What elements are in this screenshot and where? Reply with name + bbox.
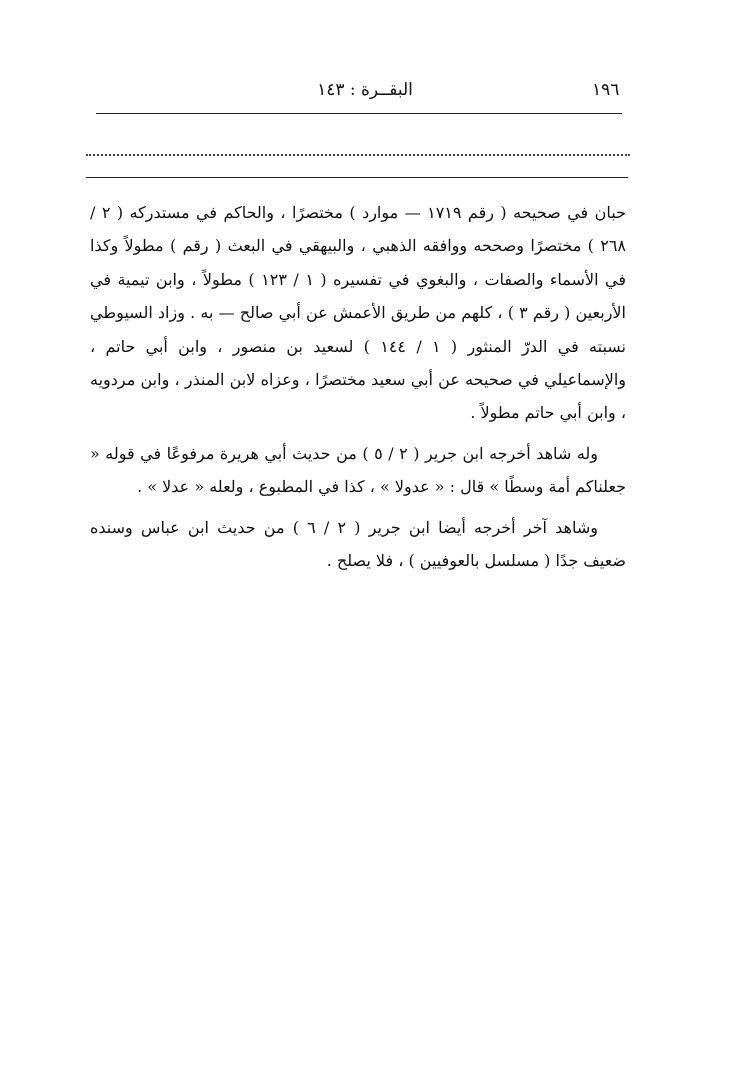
footnote-paragraph-1: حبان في صحيحه ( رقم ١٧١٩ — موارد ) مختصرًا ، والحاكم في مستدركه ( ٢ / ٢٦٨ ) مختصرًا وصححه ووافقه الذهبي ، والبيهقي في البعث ( رقم ) مطولاً وكذا في الأسماء والصفات ، والبغوي في تفسيره ( ١ / ١٢٣ ) مطولاً ، وابن تيمية في الأربعين ( رقم ٣ ) ، كلهم من طريق الأعمش عن أبي صالح — به . وزاد السيوطي نسبته في الدرّ المنثور ( ١ / ١٤٤ ) لسعيد بن منصور ، وابن أبي حاتم ، والإسماعيلي في صحيحه عن أبي سعيد مختصرًا ، وعزاه لابن المنذر ، وابن مردويه ، وابن أبي حاتم مطولاً . xyxy=(90,203,627,423)
footnote-paragraph-3: وشاهد آخر أخرجه أيضا ابن جرير ( ٢ / ٦ ) من حديث ابن عباس وسنده ضعيف جدًا ( مسلسل بالعوفيين ) ، فلا يصلح . xyxy=(90,517,626,571)
footnote-paragraph-2: وله شاهد أخرجه ابن جرير ( ٢ / ٥ ) من حديث أبي هريرة مرفوعًا في قوله « جعلناكم أمة وسطًا » قال : « عدولا » ، كذا في المطبوع ، ولعله « عدلا » . xyxy=(90,443,626,497)
footnote-divider xyxy=(86,177,628,178)
dotted-separator xyxy=(86,154,630,156)
footnote-body xyxy=(90,196,626,577)
page-number: ١٩٦ xyxy=(592,80,620,100)
header-rule xyxy=(96,113,622,114)
running-title: البقــرة : ١٤٣ xyxy=(317,80,413,100)
